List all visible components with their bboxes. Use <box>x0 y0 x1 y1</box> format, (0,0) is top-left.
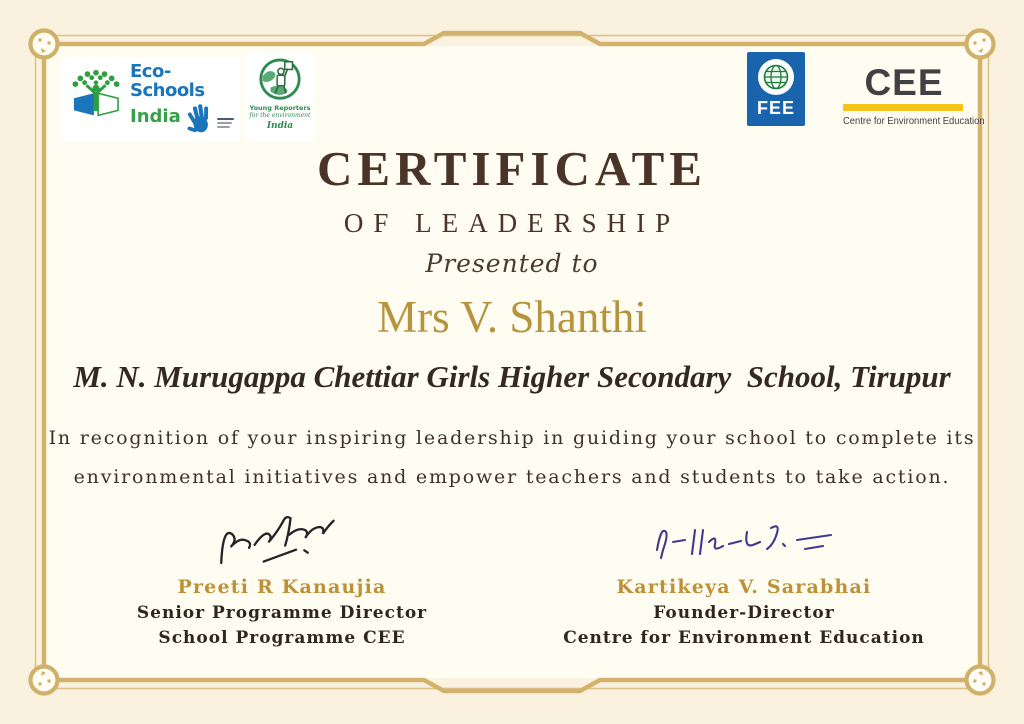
recipient-school: M. N. Murugappa Chettiar Girls Higher Secondary School, Tirupur <box>73 359 951 394</box>
fee-label: FEE <box>756 98 795 118</box>
signatory-name: Preeti R Kanaujia <box>177 576 387 598</box>
yre-line1: Young Reporters <box>249 104 311 112</box>
corner-ornament-bottom-right <box>967 667 994 694</box>
cee-logo <box>843 62 985 127</box>
recognition-text-line2: environmental initiatives and empower teachers and students to take action. <box>73 466 951 488</box>
signatory-organization: Centre for Environment Education <box>563 628 925 648</box>
signatory-organization: School Programme CEE <box>158 628 406 648</box>
corner-ornament-bottom-left <box>31 667 58 694</box>
certificate-title: CERTIFICATE <box>317 141 707 196</box>
handprint-icon <box>185 101 215 135</box>
eco-schools-fine-print <box>217 118 234 128</box>
fee-logo <box>747 52 805 126</box>
cee-subtitle: Centre for Environment Education <box>843 116 985 127</box>
signatory-title: Senior Programme Director <box>136 603 428 623</box>
eco-schools-india-logo <box>62 57 240 141</box>
signatory-name: Kartikeya V. Sarabhai <box>616 576 872 598</box>
yre-line2: for the environment <box>249 112 311 119</box>
cee-yellow-bar <box>843 104 963 111</box>
eco-schools-name: Eco-Schools <box>130 61 205 101</box>
certificate-subtitle: OF LEADERSHIP <box>343 208 681 238</box>
recipient-name: Mrs V. Shanthi <box>377 292 647 342</box>
eco-schools-country: India <box>130 106 181 128</box>
presented-to-label: Presented to <box>425 249 599 278</box>
signatory-left <box>112 500 452 648</box>
recognition-text-line1: In recognition of your inspiring leadership in guiding your school to complete its <box>48 427 976 449</box>
fee-globe-icon <box>756 57 796 97</box>
young-reporters-logo <box>246 54 314 142</box>
cee-label: CEE <box>864 62 944 103</box>
signatory-right <box>554 500 934 648</box>
signature-preeti <box>202 500 362 572</box>
corner-ornament-top-right <box>967 31 994 58</box>
signatory-title: Founder-Director <box>653 603 835 623</box>
signature-kartikeya <box>639 500 849 572</box>
yre-line3: India <box>266 121 294 131</box>
eco-schools-tree-book-icon <box>64 63 128 135</box>
corner-ornament-top-left <box>31 31 58 58</box>
yre-globe-icon <box>257 57 303 103</box>
